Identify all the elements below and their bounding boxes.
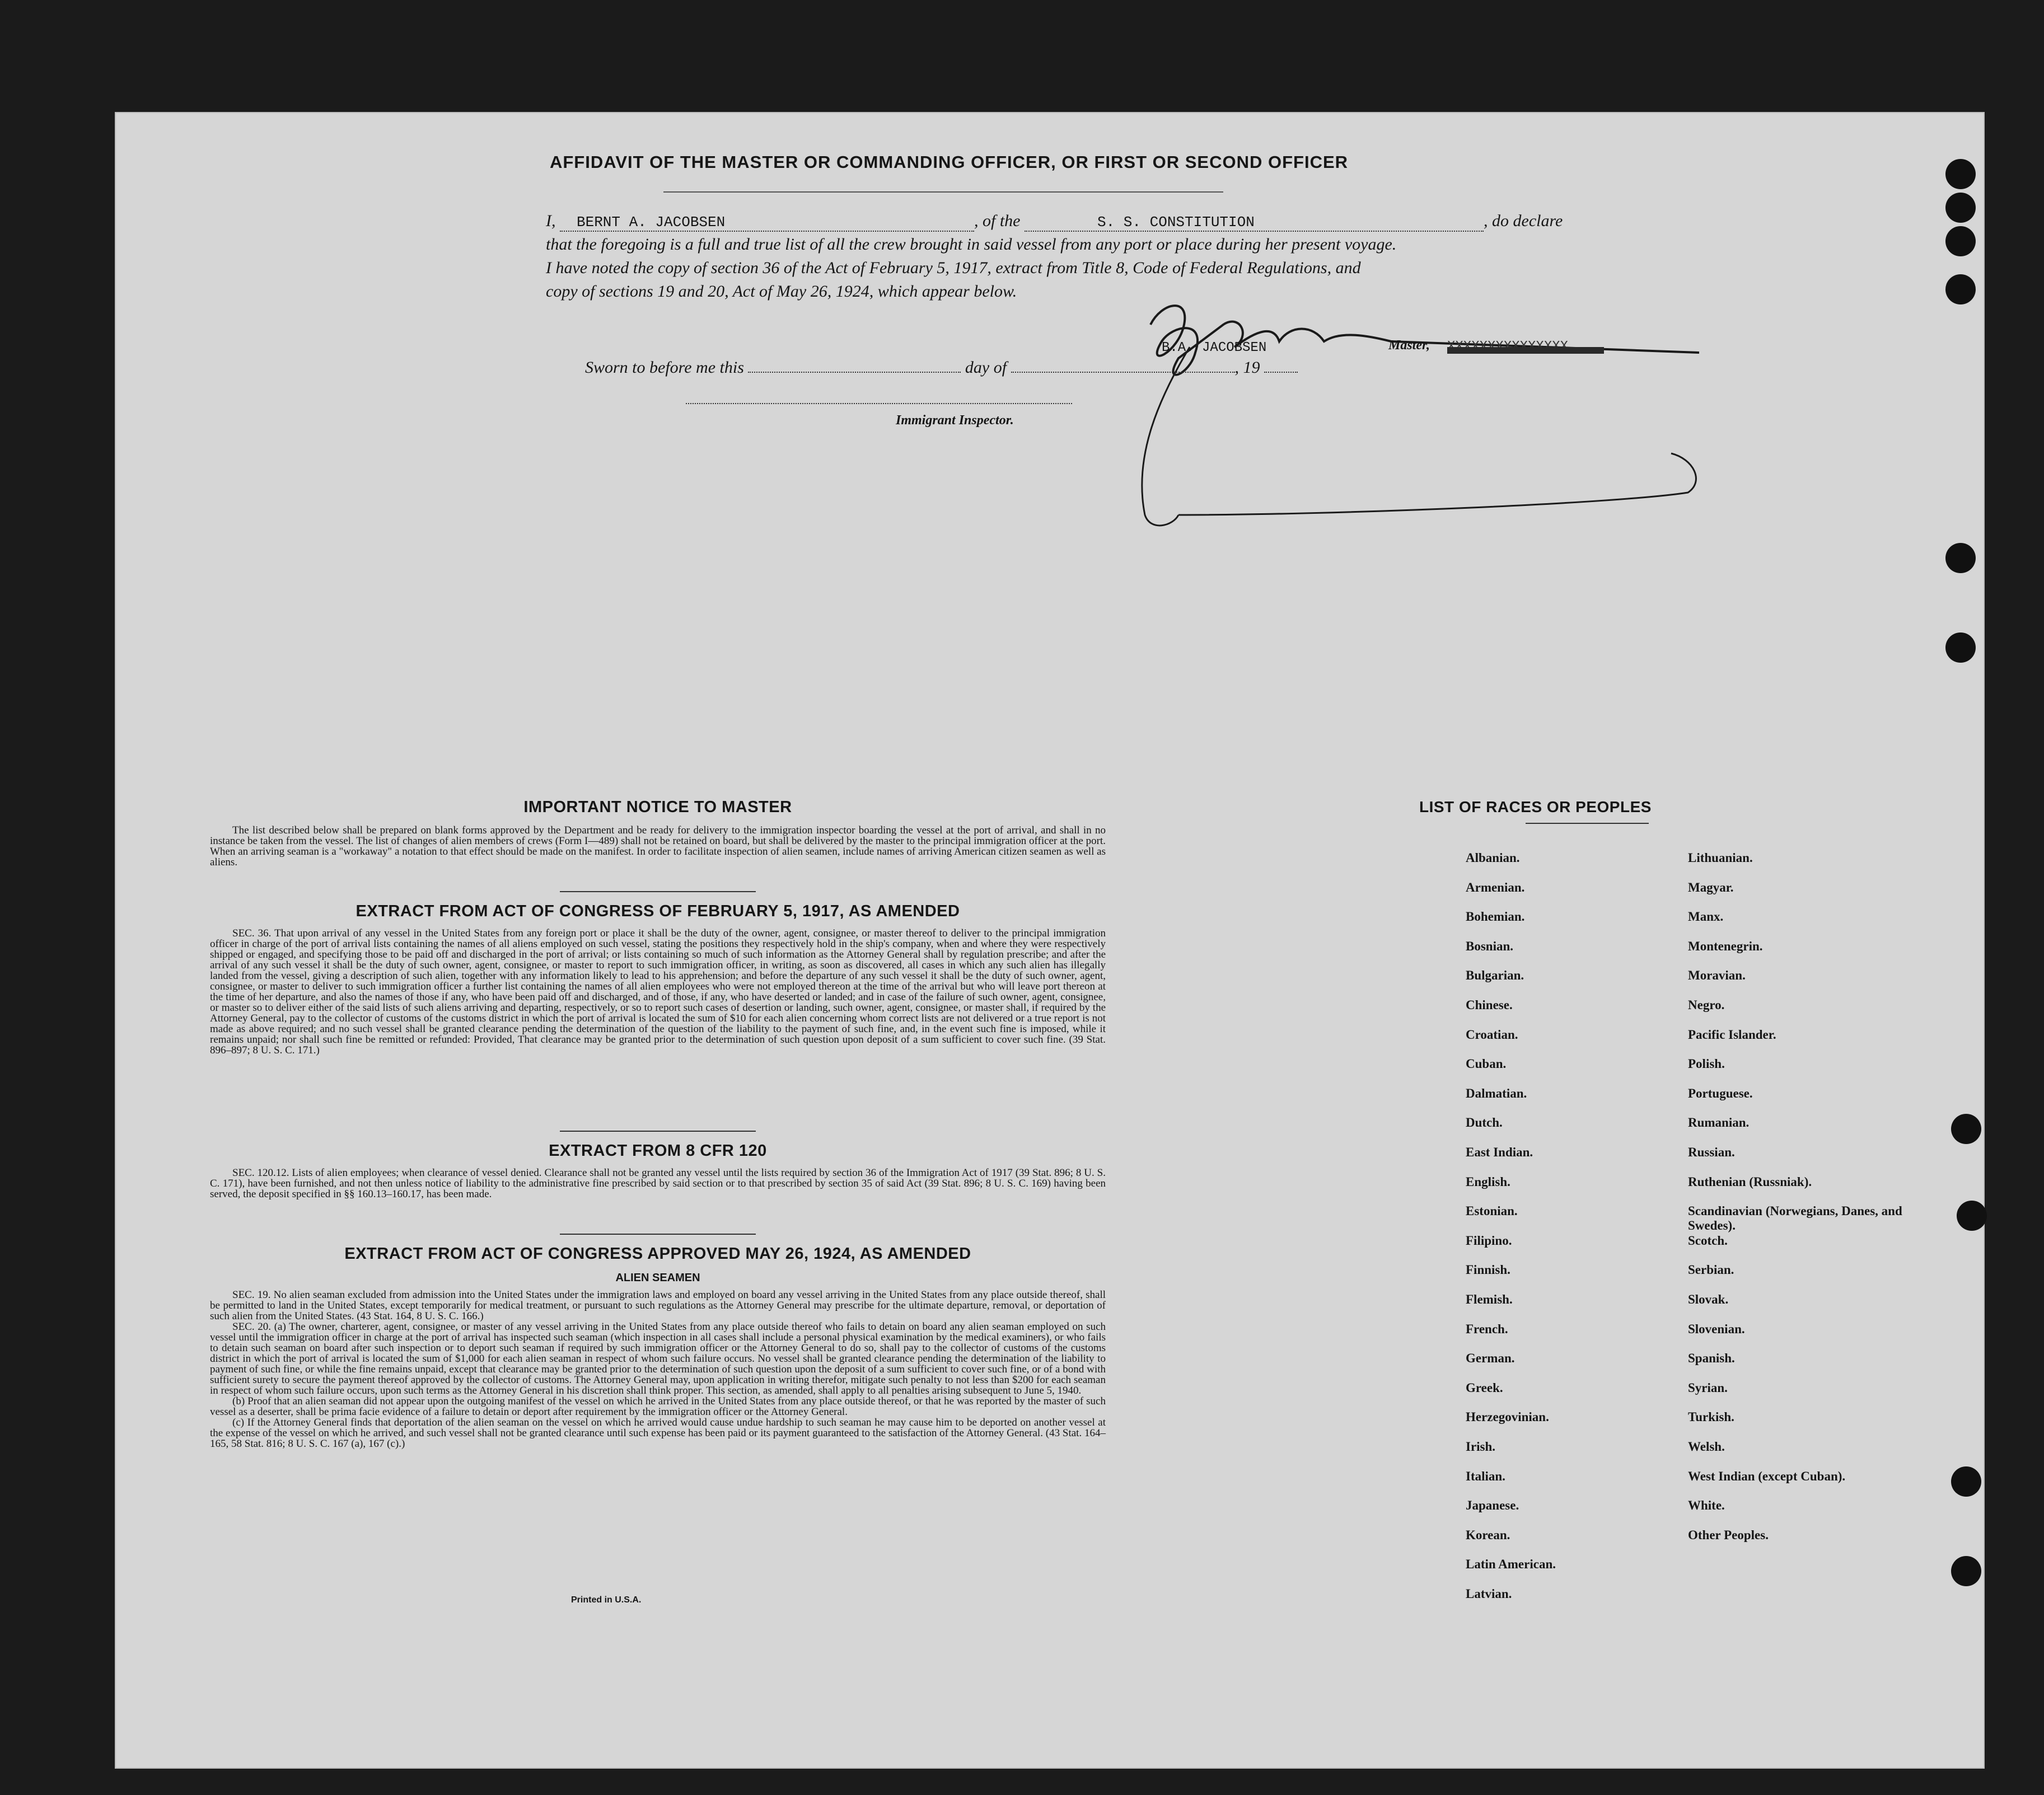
punch-hole <box>1945 226 1976 256</box>
races-title-rule <box>1526 823 1649 824</box>
extract-1924-title: EXTRACT FROM ACT OF CONGRESS APPROVED MAY 26, 1924, AS AMENDED <box>344 1245 971 1263</box>
race-item: Scandinavian (Norwegians, Danes, and Swedes). <box>1688 1204 1902 1233</box>
extract-1924-paragraph: SEC. 19. No alien seaman excluded from admission into the United States under the immigration laws and employed on board any vessel arriving in the United States from any place outside thereof, shall be permitted to land in the United States, except temporarily for medical treatment, or pursuant to such regulations as the Attorney General may prescribe for the ultimate departure, removal, or deportation of such alien from the United States. (43 Stat. 164, 8 U. S. C. 166.) <box>210 1289 1106 1322</box>
race-item: Other Peoples. <box>1688 1527 1769 1542</box>
master-name: BERNT A. JACOBSEN <box>577 214 726 231</box>
race-item: Latin American. <box>1466 1557 1556 1572</box>
race-item: Latvian. <box>1466 1587 1512 1601</box>
sworn-line: Sworn to before me this day of , 19 <box>585 358 1298 377</box>
race-item: Irish. <box>1466 1440 1496 1454</box>
typed-master-name: B.A. JACOBSEN <box>1162 340 1267 355</box>
race-item: Slovenian. <box>1688 1321 1745 1336</box>
punch-hole <box>1945 159 1976 189</box>
race-item: Bulgarian. <box>1466 968 1524 983</box>
race-item: Italian. <box>1466 1469 1505 1483</box>
race-item: Syrian. <box>1688 1380 1728 1395</box>
race-item: Polish. <box>1688 1057 1725 1071</box>
affidavit-line-4: copy of sections 19 and 20, Act of May 26, 1924, which appear below. <box>546 282 1017 301</box>
race-item: East Indian. <box>1466 1145 1533 1159</box>
punch-hole <box>1951 1556 1981 1586</box>
extract-1924-paragraph: (b) Proof that an alien seaman did not appear upon the outgoing manifest of the vessel on which he arrived in the United States from any place outside thereof, or that he was reported by the master of such vessel as a deserter, shall be prima facie evidence of a failure to detain or deport after requirement by the immigration officer or the Attorney General. <box>210 1395 1106 1418</box>
printed-in-usa: Printed in U.S.A. <box>571 1595 642 1605</box>
race-item: Herzegovinian. <box>1466 1410 1549 1424</box>
punch-hole <box>1951 1466 1981 1497</box>
handwritten-signature <box>1111 291 1705 537</box>
inspector-label: Immigrant Inspector. <box>896 413 1014 428</box>
race-item: Russian. <box>1688 1145 1735 1159</box>
notice-title: IMPORTANT NOTICE TO MASTER <box>523 798 792 816</box>
extract-1924-body <box>210 1290 1106 1449</box>
section-divider <box>560 891 756 892</box>
race-item: Cuban. <box>1466 1057 1507 1071</box>
vessel-name: S. S. CONSTITUTION <box>1097 214 1255 231</box>
race-item: Turkish. <box>1688 1410 1734 1424</box>
punch-hole <box>1945 274 1976 304</box>
race-item: Negro. <box>1688 998 1725 1012</box>
race-item: Slovak. <box>1688 1292 1729 1306</box>
extract-1917-body: SEC. 36. That upon arrival of any vessel in the United States from any foreign port or place it shall be the duty of the owner, agent, consignee, or master thereof to deliver to the principal immigration officer in charge of the port of arrival lists containing the names of all aliens employed on such vessel, stating the positions they respectively hold in the ship's company, when and where they were respectively shipped or engaged, and specifying those to be paid off and discharged in the port of arrival; or lists containing so much of such information as the Attorney General shall by regulation prescribe; and after the arrival of any such vessel it shall be the duty of such owner, agent, consignee, or master to report to such immigration officer, in writing, as soon as discovered, all cases in which any such alien has illegally landed from the vessel, giving a description of such alien, together with any information likely to lead to his apprehension; and before the departure of any such vessel it shall be the duty of such owner, agent, consignee, or master to deliver to such immigration officer a further list containing the names of all alien employees who were not employed thereon at the time of the arrival but who will leave port thereon at the time of her departure, and also the names of those if any, who have been paid off and discharged, and of those, if any, who have deserted or landed; and in case of the failure of such owner, agent, consignee, or master so to deliver either of the said lists of such aliens arriving and departing, respectively, or so to report such cases of desertion or landing, such owner, agent, consignee, or master shall, if required by the Attorney General, pay to the collector of customs of the customs district in which the port of arrival is located the sum of $10 for each alien concerning whom correct lists are not delivered or a true report is not made as above required; and no such vessel shall be granted clearance pending the determination of the question of the liability to the payment of such fine, and, in the event such fine is imposed, while it remains unpaid; nor shall such fine be remitted or refunded: Provided, That clearance may be granted prior to the determination of such question upon deposit of a sum sufficient to cover such fine. (39 Stat. 896–897; 8 U. S. C. 171.) <box>210 927 1106 1056</box>
races-title: LIST OF RACES OR PEOPLES <box>1419 798 1652 816</box>
race-item: Rumanian. <box>1688 1116 1750 1130</box>
race-item: Manx. <box>1688 910 1724 924</box>
master-name-field <box>560 212 974 232</box>
race-item: Montenegrin. <box>1688 939 1763 953</box>
race-item: Filipino. <box>1466 1233 1512 1248</box>
race-item: Dutch. <box>1466 1116 1503 1130</box>
punch-hole <box>1951 1114 1981 1144</box>
race-item: Bohemian. <box>1466 910 1525 924</box>
sworn-day-field <box>748 372 961 373</box>
title-rule <box>663 191 1223 193</box>
vessel-field <box>1025 212 1484 232</box>
race-item: Ruthenian (Russniak). <box>1688 1174 1812 1189</box>
race-item: French. <box>1466 1321 1508 1336</box>
extract-1924-paragraph: SEC. 20. (a) The owner, charterer, agent, consignee, or master of any vessel arriving in the United States from any place outside thereof who fails to detain on board any alien seaman employed on such vessel until the immigration officer in charge at the port of arrival has inspected such seaman (which inspection in all cases shall include a personal physical examination by the medical examiners), or who fails to detain such seaman on board after such inspection or to deport such seaman if required by such immigration officer or the Attorney General to do so, shall pay to the collector of customs of the customs district in which the port of arrival is located the sum of $1,000 for each alien seaman in respect of whom such failure occurs. No vessel shall be granted clearance pending the determination of the liability to payment of such fine, or while the fine remains unpaid, except that clearance may be granted prior to the determination of such question upon the deposit of a sum sufficient to cover such fine, or of a bond with sufficient surety to secure the payment thereof approved by the collector of customs. The Attorney General may, upon application in writing therefor, mitigate such penalty to not less than $200 for each seaman in respect of whom such failure occurs, upon such terms as the Attorney General in his discretion shall think proper. This section, as amended, shall apply to all penalties arising subsequent to June 5, 1940. <box>210 1321 1106 1396</box>
race-item: Magyar. <box>1688 880 1734 894</box>
race-item: Bosnian. <box>1466 939 1514 953</box>
race-item: West Indian (except Cuban). <box>1688 1469 1846 1483</box>
affidavit-line-1: I, BERNT A. JACOBSEN , of the S. S. CONSTITUTION , do declare <box>546 212 1563 231</box>
race-item: Greek. <box>1466 1380 1503 1395</box>
extract-cfr-body: SEC. 120.12. Lists of alien employees; when clearance of vessel denied. Clearance shall not be granted any vessel until the lists required by section 36 of the Immigration Act of 1917 (39 Stat. 896; 8 U. S. C. 171), have been furnished, and not then unless notice of liability to the administrative fine prescribed by said section or to that prescribed by section 35 of said Act (39 Stat. 896; 8 U. S. C. 169) having been served, the deposit specified in §§ 160.13–160.17, has been made. <box>210 1167 1106 1200</box>
notice-body: The list described below shall be prepared on blank forms approved by the Department and be ready for delivery to the immigration inspector boarding the vessel at the port of arrival, and shall in no instance be taken from the vessel. The list of changes of alien members of crews (Form I—489) shall not be retained on board, but shall be delivered by the master to the principal immigration officer at the port. When an arriving seaman is a "workaway" a notation to that effect should be made on the manifest. In order to facilitate inspection of alien seamen, include names of arriving American citizen seamen as well as aliens. <box>210 824 1106 868</box>
inspector-signature-line <box>686 403 1072 404</box>
section-divider <box>560 1234 756 1235</box>
race-item: Spanish. <box>1688 1351 1735 1366</box>
affidavit-title: AFFIDAVIT OF THE MASTER OR COMMANDING OFFICER, OR FIRST OR SECOND OFFICER <box>549 152 1349 172</box>
race-item: Serbian. <box>1688 1263 1734 1277</box>
extract-1924-subtitle: ALIEN SEAMEN <box>615 1272 700 1284</box>
race-item: White. <box>1688 1498 1725 1513</box>
race-item: Welsh. <box>1688 1440 1725 1454</box>
race-item: Chinese. <box>1466 998 1513 1012</box>
race-item: Armenian. <box>1466 880 1525 894</box>
race-item: German. <box>1466 1351 1515 1366</box>
punch-hole <box>1957 1201 1987 1231</box>
strike-over <box>1447 347 1604 354</box>
affidavit-line-3: I have noted the copy of section 36 of the Act of February 5, 1917, extract from Title 8, Code of Federal Regulations, and <box>546 259 1361 277</box>
race-item: Dalmatian. <box>1466 1086 1527 1100</box>
sworn-month-field <box>1011 372 1235 373</box>
race-item: Portuguese. <box>1688 1086 1753 1100</box>
extract-cfr-title: EXTRACT FROM 8 CFR 120 <box>549 1142 767 1160</box>
race-item: Finnish. <box>1466 1263 1510 1277</box>
race-item: Albanian. <box>1466 851 1520 865</box>
punch-hole <box>1945 632 1976 663</box>
extract-1917-title: EXTRACT FROM ACT OF CONGRESS OF FEBRUARY 5, 1917, AS AMENDED <box>356 902 960 920</box>
race-item: Flemish. <box>1466 1292 1513 1306</box>
section-divider <box>560 1131 756 1132</box>
race-item: Estonian. <box>1466 1204 1518 1218</box>
race-item: Korean. <box>1466 1527 1510 1542</box>
race-item: Lithuanian. <box>1688 851 1753 865</box>
sworn-year-field <box>1264 372 1298 373</box>
extract-1924-paragraph: (c) If the Attorney General finds that deportation of the alien seaman on the vessel on which he arrived would cause undue hardship to such seaman he may cause him to be deported on another vessel at the expense of the vessel on which he arrived, and such vessel shall not be granted clearance until such expense has been paid or its payment guaranteed to the satisfaction of the Attorney General. (43 Stat. 164–165, 58 Stat. 816; 8 U. S. C. 167 (a), 167 (c).) <box>210 1417 1106 1450</box>
punch-hole <box>1945 543 1976 573</box>
document-page <box>115 112 1985 1769</box>
master-label: Master, <box>1388 338 1430 353</box>
punch-hole <box>1945 193 1976 223</box>
race-item: Japanese. <box>1466 1498 1519 1513</box>
race-item: Croatian. <box>1466 1027 1518 1042</box>
race-item: English. <box>1466 1174 1510 1189</box>
affidavit-line-2: that the foregoing is a full and true list of all the crew brought in said vessel from any port or place during her present voyage. <box>546 235 1397 254</box>
race-item: Moravian. <box>1688 968 1746 983</box>
race-item: Scotch. <box>1688 1233 1728 1248</box>
race-item: Pacific Islander. <box>1688 1027 1776 1042</box>
